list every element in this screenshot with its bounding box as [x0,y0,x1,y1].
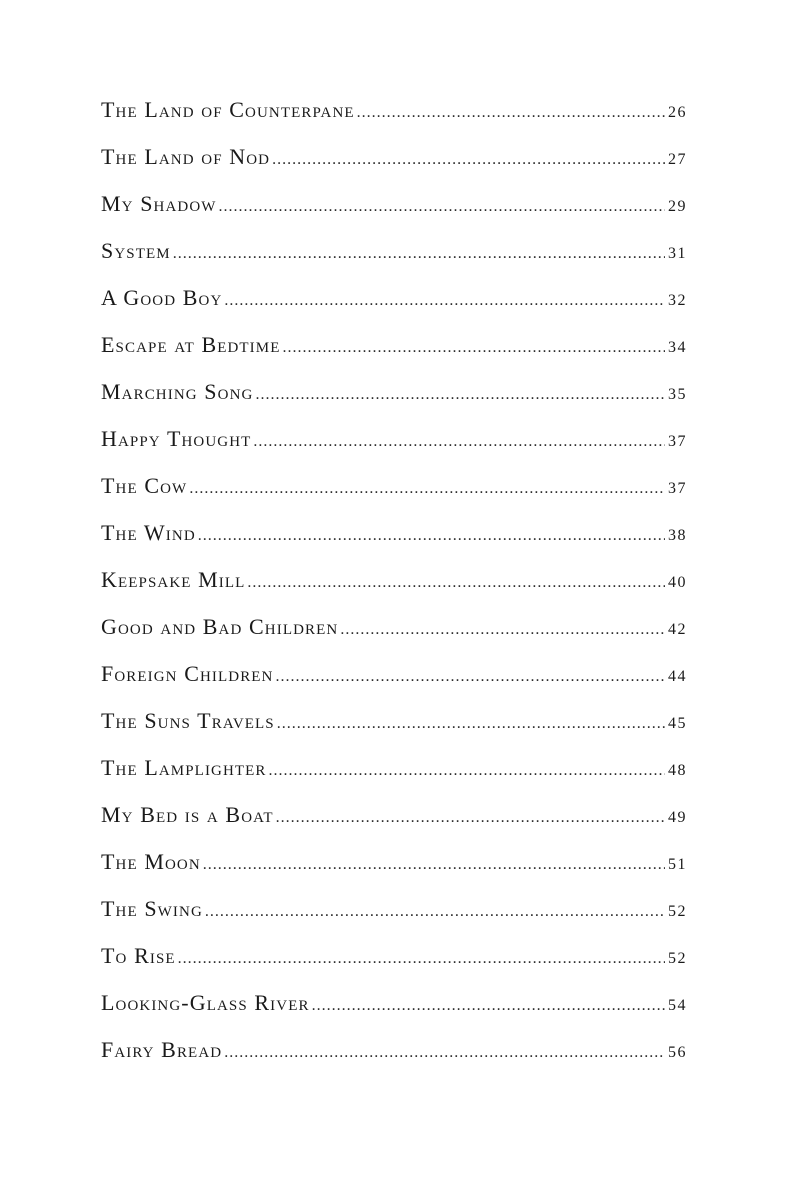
toc-entry-title: To Rise [101,943,176,968]
toc-entry [101,659,686,706]
toc-page-number: 54 [668,997,687,1014]
toc-entry [101,565,686,612]
toc-page-number: 49 [668,809,687,826]
toc-entry [101,988,686,1035]
toc-dot-leader [253,427,665,457]
toc-entry [101,189,686,236]
toc-page-number: 27 [668,151,687,168]
toc-entry-title: The Land of Nod [101,144,271,169]
toc-entry [101,800,686,847]
toc-entry [101,377,686,424]
toc-page-number: 42 [668,621,687,638]
toc-dot-leader [219,192,665,222]
toc-entry-title: Looking-Glass River [101,990,310,1015]
toc-page-number: 52 [668,950,687,967]
table-of-contents [101,95,686,1082]
toc-dot-leader [203,850,665,880]
toc-entry [101,753,686,800]
toc-entry [101,1035,686,1082]
toc-dot-leader [198,521,665,551]
toc-entry-title: Foreign Children [101,661,274,686]
toc-dot-leader [178,944,665,974]
toc-dot-leader [173,239,665,269]
toc-dot-leader [189,474,665,504]
toc-entry-title: Escape at Bedtime [101,332,281,357]
toc-page-number: 26 [668,104,687,121]
toc-entry [101,330,686,377]
toc-entry [101,283,686,330]
toc-page-number: 37 [668,480,687,497]
toc-entry [101,95,686,142]
toc-entry-title: The Wind [101,520,196,545]
toc-dot-leader [224,1038,665,1068]
toc-entry [101,471,686,518]
toc-page-number: 51 [668,856,687,873]
toc-page-number: 38 [668,527,687,544]
toc-page-number: 31 [668,245,687,262]
toc-entry [101,612,686,659]
toc-dot-leader [276,662,666,692]
toc-page-number: 45 [668,715,687,732]
toc-entry-title: Good and Bad Children [101,614,339,639]
toc-dot-leader [255,380,665,410]
toc-dot-leader [357,98,665,128]
toc-entry [101,941,686,988]
toc-page-number: 40 [668,574,687,591]
toc-entry-title: Fairy Bread [101,1037,223,1062]
toc-page-number: 34 [668,339,687,356]
toc-entry-title: The Suns Travels [101,708,275,733]
toc-entry [101,236,686,283]
toc-dot-leader [272,145,665,175]
toc-entry-title: The Cow [101,473,188,498]
toc-dot-leader [276,803,665,833]
toc-entry-title: The Lamplighter [101,755,267,780]
toc-entry-title: The Swing [101,896,203,921]
toc-page-number: 56 [668,1044,687,1061]
toc-page-number: 52 [668,903,687,920]
toc-page-number: 35 [668,386,687,403]
toc-entry [101,142,686,189]
toc-entry [101,847,686,894]
toc-page-number: 44 [668,668,687,685]
toc-entry [101,518,686,565]
toc-entry [101,706,686,753]
toc-entry-title: A Good Boy [101,285,223,310]
toc-entry-title: My Shadow [101,191,217,216]
toc-page-number: 37 [668,433,687,450]
toc-dot-leader [224,286,665,316]
toc-dot-leader [247,568,665,598]
toc-dot-leader [312,991,665,1021]
toc-dot-leader [277,709,665,739]
toc-dot-leader [205,897,665,927]
toc-entry-title: Marching Song [101,379,254,404]
toc-entry-title: My Bed is a Boat [101,802,274,827]
toc-entry-title: System [101,238,171,263]
toc-dot-leader [269,756,665,786]
toc-entry-title: The Moon [101,849,201,874]
toc-page-number: 48 [668,762,687,779]
toc-entry-title: The Land of Counterpane [101,97,355,122]
toc-entry [101,894,686,941]
toc-entry-title: Happy Thought [101,426,252,451]
toc-page-number: 32 [668,292,687,309]
toc-dot-leader [340,615,665,645]
toc-entry [101,424,686,471]
toc-entry-title: Keepsake Mill [101,567,246,592]
toc-page-number: 29 [668,198,687,215]
toc-dot-leader [282,333,665,363]
